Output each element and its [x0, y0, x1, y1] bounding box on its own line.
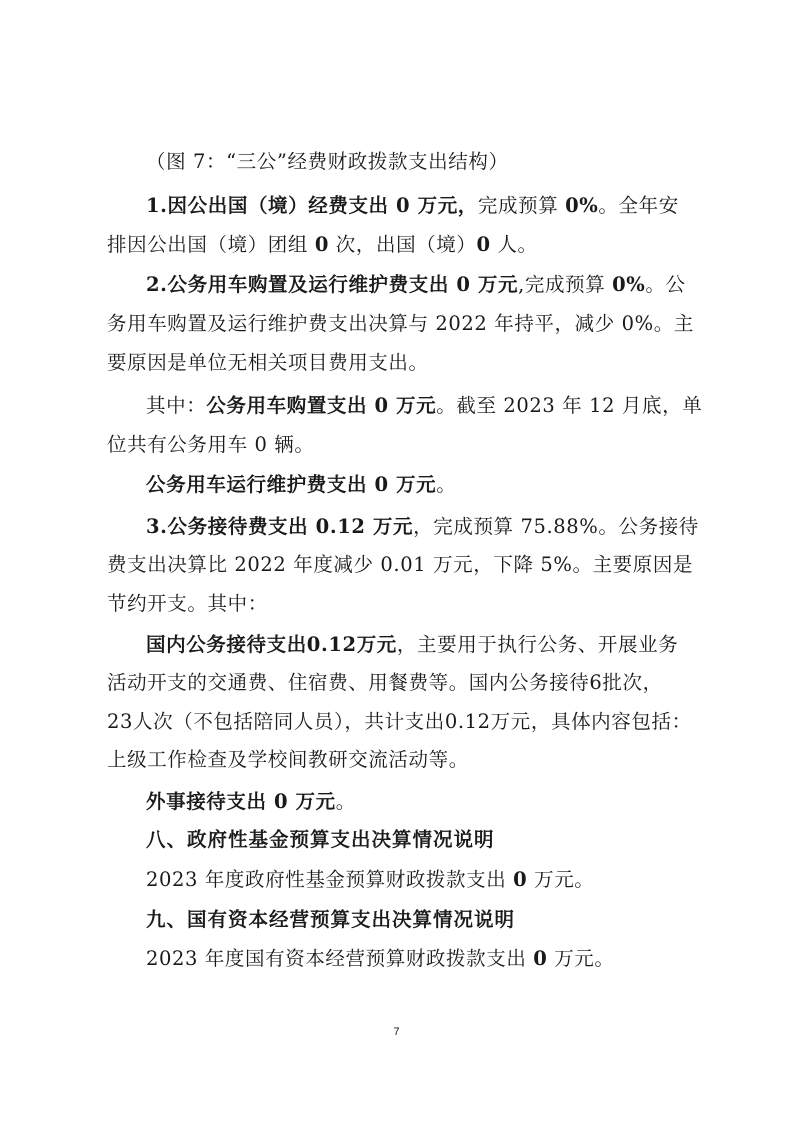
sec8-body-a: 2023 年度政府性基金预算财政拨款支出 [146, 868, 514, 891]
sec3-line6: 23人次（不包括陪同人员），共计支出0.12万元，具体内容包括： [107, 710, 692, 733]
sec3-line8-c: 。 [335, 790, 356, 813]
sec3-rest: ，完成预算 75.88%。公务接待 [413, 515, 699, 538]
sec2-line4-bold: 公务用车购置支出 0 万元 [206, 394, 437, 417]
sec2-line4 [146, 392, 703, 420]
page-number: 7 [393, 1026, 400, 1038]
sec3-line4-rest: ，主要用于执行公务、开展业务 [396, 633, 679, 656]
sec1-line1 [146, 192, 693, 220]
section-9-heading: 九、国有资本经营预算支出决算情况说明 [146, 908, 516, 931]
sec1-line2-c: 人。 [490, 233, 538, 256]
sec2-line5: 位共有公务用车 0 辆。 [107, 433, 315, 456]
sec3-line5: 活动开支的交通费、住宿费、用餐费等。国内公务接待6批次， [107, 671, 663, 694]
sec8-body-c: 万元。 [527, 868, 595, 891]
sec3-line3: 节约开支。其中： [107, 592, 268, 615]
sec3-bold: 3.公务接待费支出 0.12 万元 [146, 515, 414, 538]
sec2-line6-c: 。 [436, 473, 457, 496]
sec3-line2: 费支出决算比 2022 年度减少 0.01 万元，下降 5%。主要原因是 [107, 553, 694, 576]
sec2-line6 [146, 471, 693, 499]
sec3-line4-bold: 国内公务接待支出0.12万元 [146, 633, 397, 656]
sec1-tail: 。全年安 [598, 194, 679, 217]
sec2-line6-bold: 公务用车运行维护费支出 0 万元 [146, 473, 437, 496]
sec2-tail: 。公 [645, 273, 686, 296]
section-9-body [146, 945, 693, 973]
sec2-line4-c: 。截至 2023 年 12 月底，单 [436, 394, 703, 417]
sec1-count-groups: 0 [314, 233, 329, 256]
sec3-line7: 上级工作检查及学校间教研交流活动等。 [107, 748, 469, 771]
sec9-body-c: 万元。 [547, 947, 615, 970]
sec2-pct: 0% [612, 273, 646, 296]
sec2-line2: 务用车购置及运行维护费支出决算与 2022 年持平，减少 0%。主 [107, 312, 694, 335]
sec3-line8-bold: 外事接待支出 0 万元 [146, 790, 336, 813]
sec2-line4-a: 其中： [146, 394, 207, 417]
sec2-bold: 2.公务用车购置及运行维护费支出 0 万元 [146, 273, 519, 296]
sec9-body-a: 2023 年度国有资本经营预算财政拨款支出 [146, 947, 534, 970]
sec8-amount: 0 [513, 868, 528, 891]
sec1-pct: 0% [565, 194, 599, 217]
sec1-rest: 完成预算 [477, 194, 566, 217]
sec3-line1 [146, 513, 699, 541]
sec1-count-people: 0 [476, 233, 491, 256]
sec1-line2 [107, 231, 693, 259]
sec2-rest: ,完成预算 [518, 273, 613, 296]
section-8-body [146, 866, 693, 894]
section-8-heading: 八、政府性基金预算支出决算情况说明 [146, 828, 495, 851]
sec3-line8 [146, 788, 693, 816]
sec1-bold: 1.因公出国（境）经费支出 0 万元， [146, 194, 478, 217]
sec1-line2-a: 排因公出国（境）团组 [107, 233, 315, 256]
sec1-line2-b: 次，出国（境） [328, 233, 477, 256]
sec9-amount: 0 [533, 947, 548, 970]
sec2-line3: 要原因是单位无相关项目费用支出。 [107, 351, 429, 374]
sec2-line1 [146, 271, 693, 299]
sec3-line4 [146, 631, 693, 659]
figure-caption: （图 7：“三公”经费财政拨款支出结构） [146, 150, 509, 173]
